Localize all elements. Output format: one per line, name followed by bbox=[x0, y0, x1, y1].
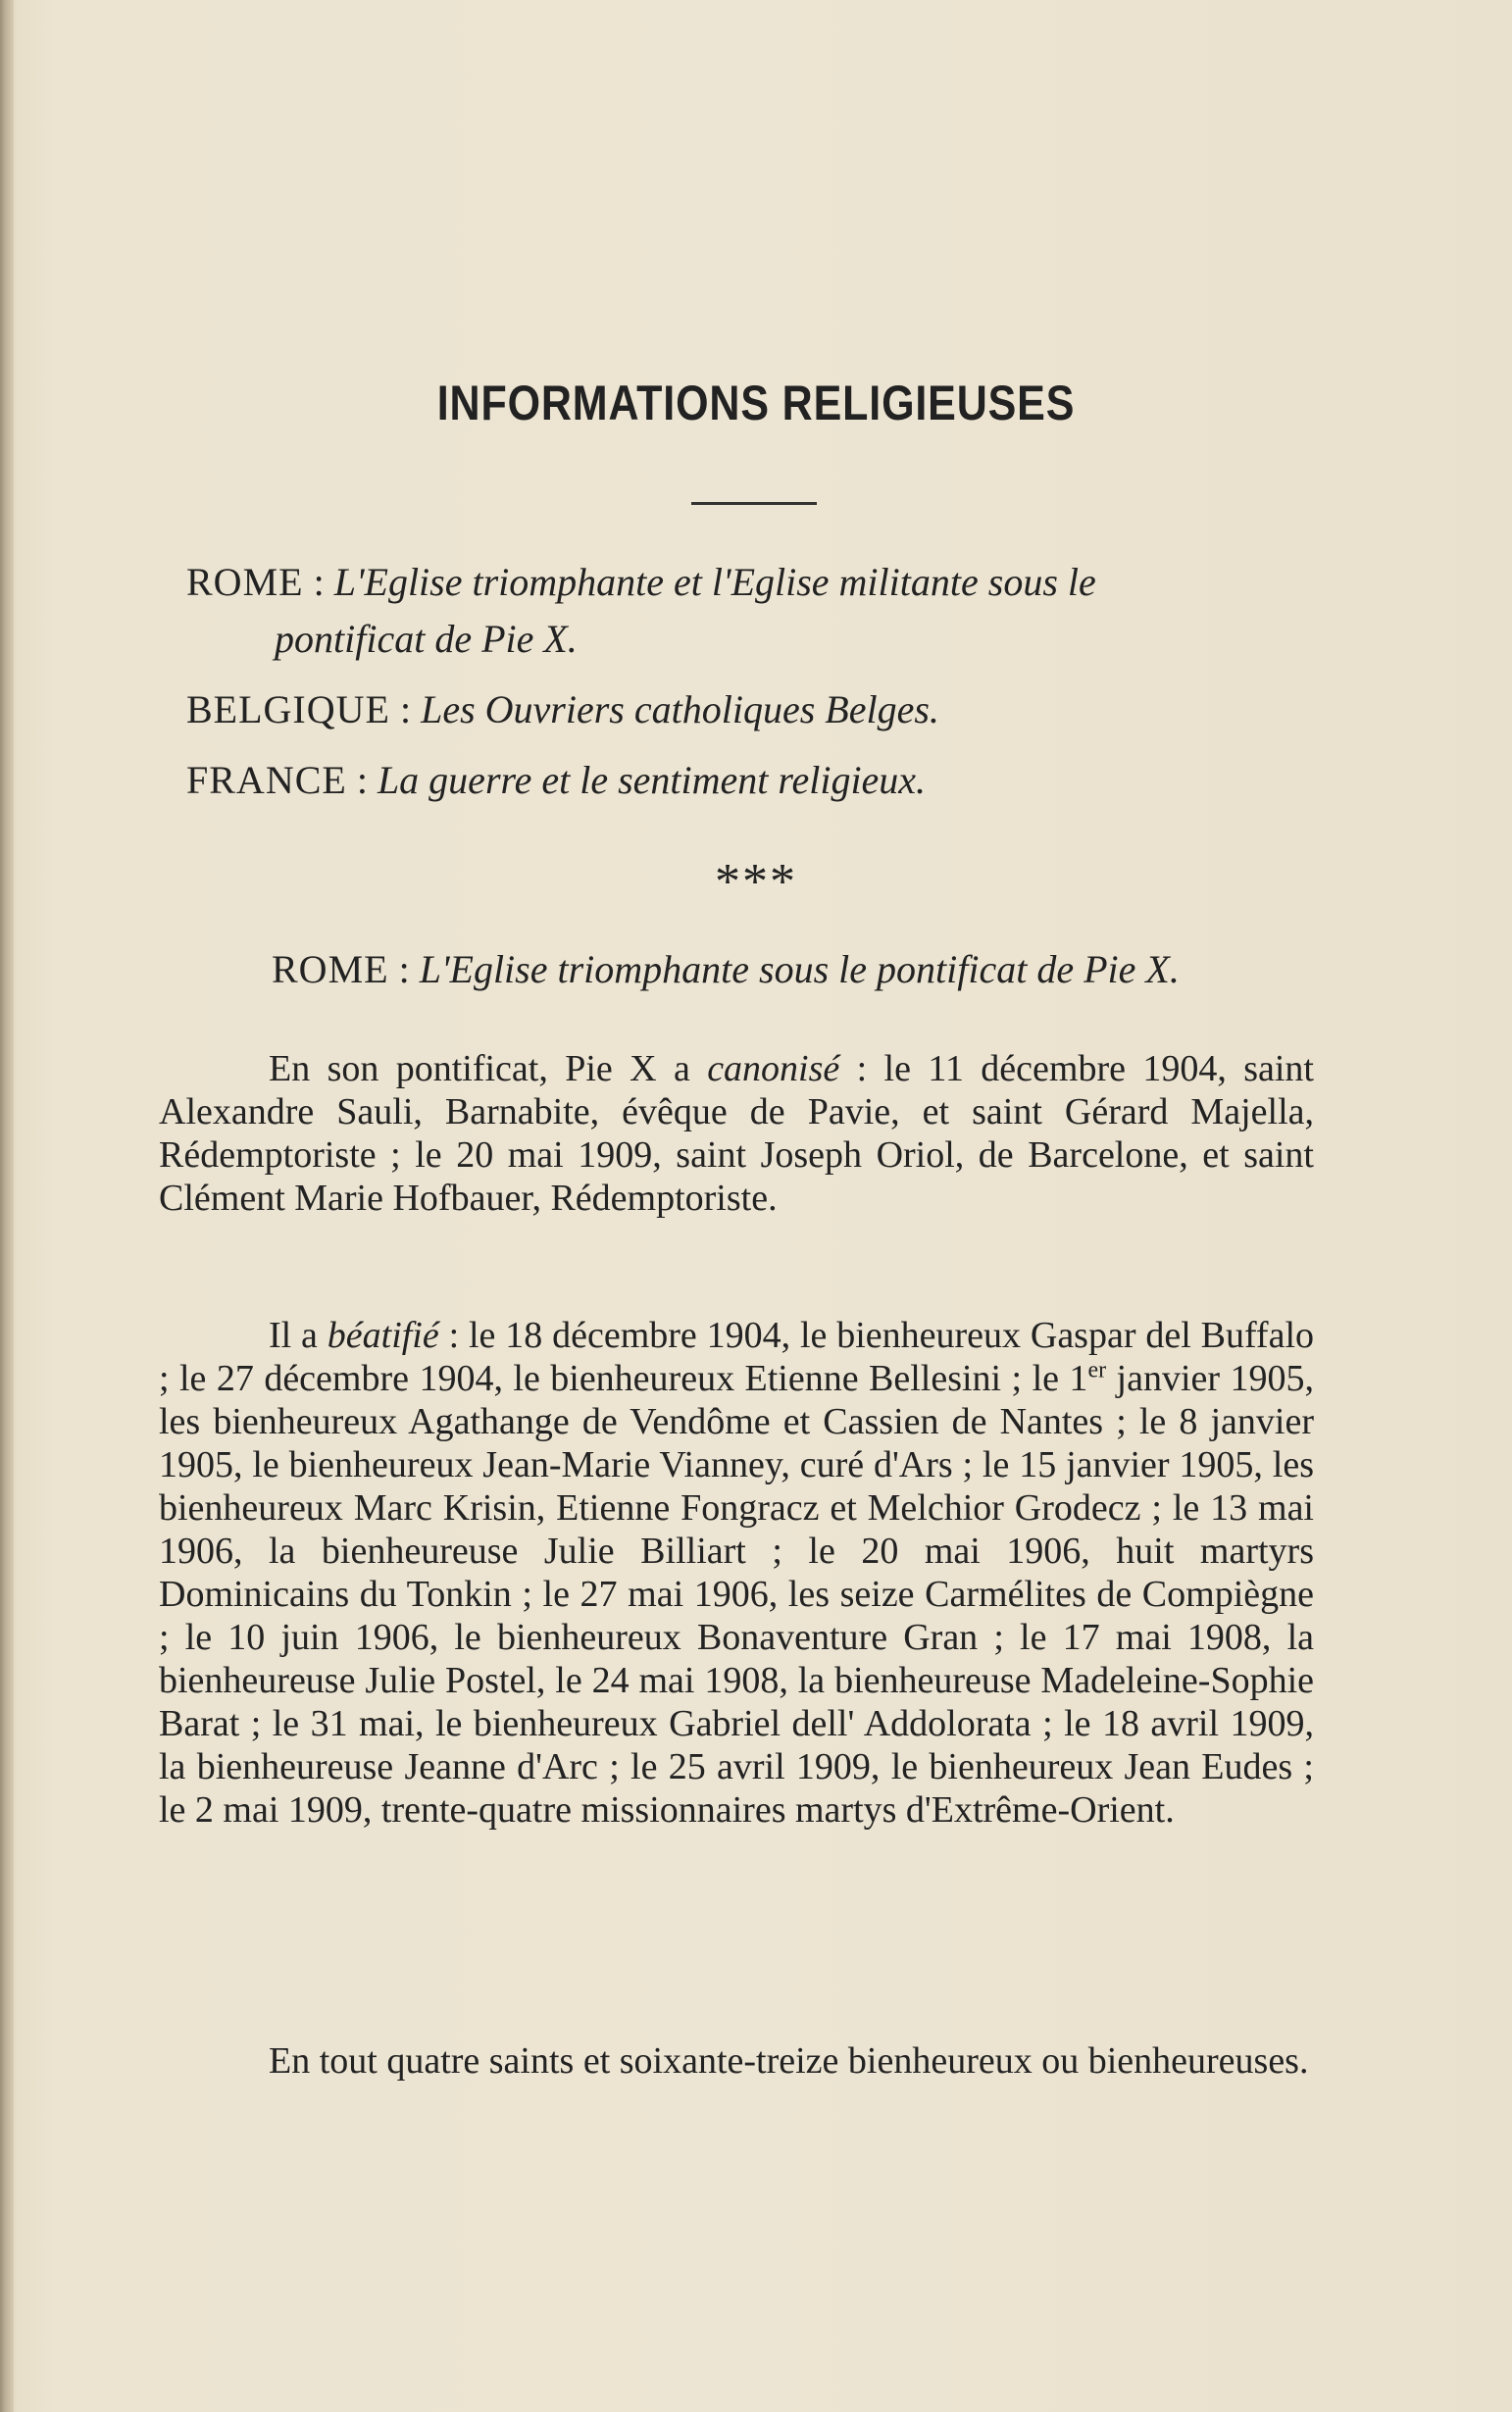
page-title: INFORMATIONS RELIGIEUSES bbox=[436, 376, 1076, 430]
summary-item-france bbox=[186, 757, 926, 803]
paragraph-text: : le 18 décembre 1904, le bienheureux Gaspar del Buffalo ; le 27 décembre 1904, le bienheureux Etienne Bellesini ; le 1 bbox=[159, 1315, 1314, 1399]
paragraph-text: : le 11 décembre 1904, saint Alexandre Sauli, Barnabite, évêque de Pavie, et saint Gérard Majella, Rédemptoriste ; le 20 mai 1909, saint Joseph Oriol, de Barcelone, et saint Clément Marie Hofbauer, Rédemptoriste. bbox=[159, 1048, 1314, 1219]
paragraph-text: En son pontificat, Pie X a bbox=[269, 1048, 708, 1089]
summary-separator: : bbox=[303, 560, 334, 604]
summary-label: BELGIQUE bbox=[186, 687, 390, 731]
summary-text: Les Ouvriers catholiques Belges. bbox=[421, 687, 939, 731]
summary-text: La guerre et le sentiment religieux. bbox=[377, 758, 927, 802]
summary-text: L'Eglise triomphante et l'Eglise militante sous le bbox=[333, 560, 1096, 604]
section-separator-asterisks: *** bbox=[715, 854, 797, 910]
summary-label: FRANCE bbox=[186, 758, 347, 802]
emphasis-canonise: canonisé bbox=[707, 1048, 840, 1089]
book-spine-shadow bbox=[0, 0, 14, 2412]
paragraph-text: Il a bbox=[269, 1315, 328, 1356]
section-heading bbox=[178, 946, 1321, 993]
section-separator: : bbox=[388, 947, 420, 991]
section-label: ROME bbox=[272, 947, 389, 991]
title-rule bbox=[691, 502, 817, 505]
paragraph-beatifications bbox=[159, 1314, 1314, 1832]
paragraph-canonisations bbox=[159, 1047, 1314, 1220]
emphasis-beatifie: béatifié bbox=[327, 1315, 439, 1356]
summary-continuation: pontificat de Pie X. bbox=[275, 617, 578, 661]
section-title: L'Eglise triomphante sous le pontificat de Pie X. bbox=[419, 947, 1180, 991]
summary-item-belgique bbox=[186, 686, 939, 732]
summary-separator: : bbox=[389, 687, 422, 731]
summary-label: ROME bbox=[186, 560, 304, 604]
paragraph-text: janvier 1905, les bienheureux Agathange de Vendôme et Cassien de Nantes ; le 8 janvier 1905, le bienheureux Jean-Marie Vianney, curé d'Ars ; le 15 janvier 1905, les bienheureux Marc Krisin, Etienne Fongracz et Melchior Grodecz ; le 13 mai 1906, la bienheureuse Julie Billiart ; le 20 mai 1906, huit martyrs Dominicains du Tonkin ; le 27 mai 1906, les seize Carmélites de Compiègne ; le 10 juin 1906, le bienheureux Bonaventure Gran ; le 17 mai 1908, la bienheureuse Julie Postel, le 24 mai 1908, la bienheureuse Madeleine-Sophie Barat ; le 31 mai, le bienheureux Gabriel dell' Addolorata ; le 18 avril 1909, la bienheureuse Jeanne d'Arc ; le 25 avril 1909, le bienheureux Jean Eudes ; le 2 mai 1909, trente-quatre missionnaires martys d'Extrême-Orient. bbox=[159, 1358, 1314, 1831]
paragraph-summary-total: En tout quatre saints et soixante-treize bienheureux ou bienheureuses. bbox=[269, 2040, 1309, 2082]
summary-item-rome bbox=[186, 559, 1096, 605]
superscript-er: er bbox=[1087, 1357, 1107, 1383]
summary-separator: : bbox=[346, 758, 378, 802]
